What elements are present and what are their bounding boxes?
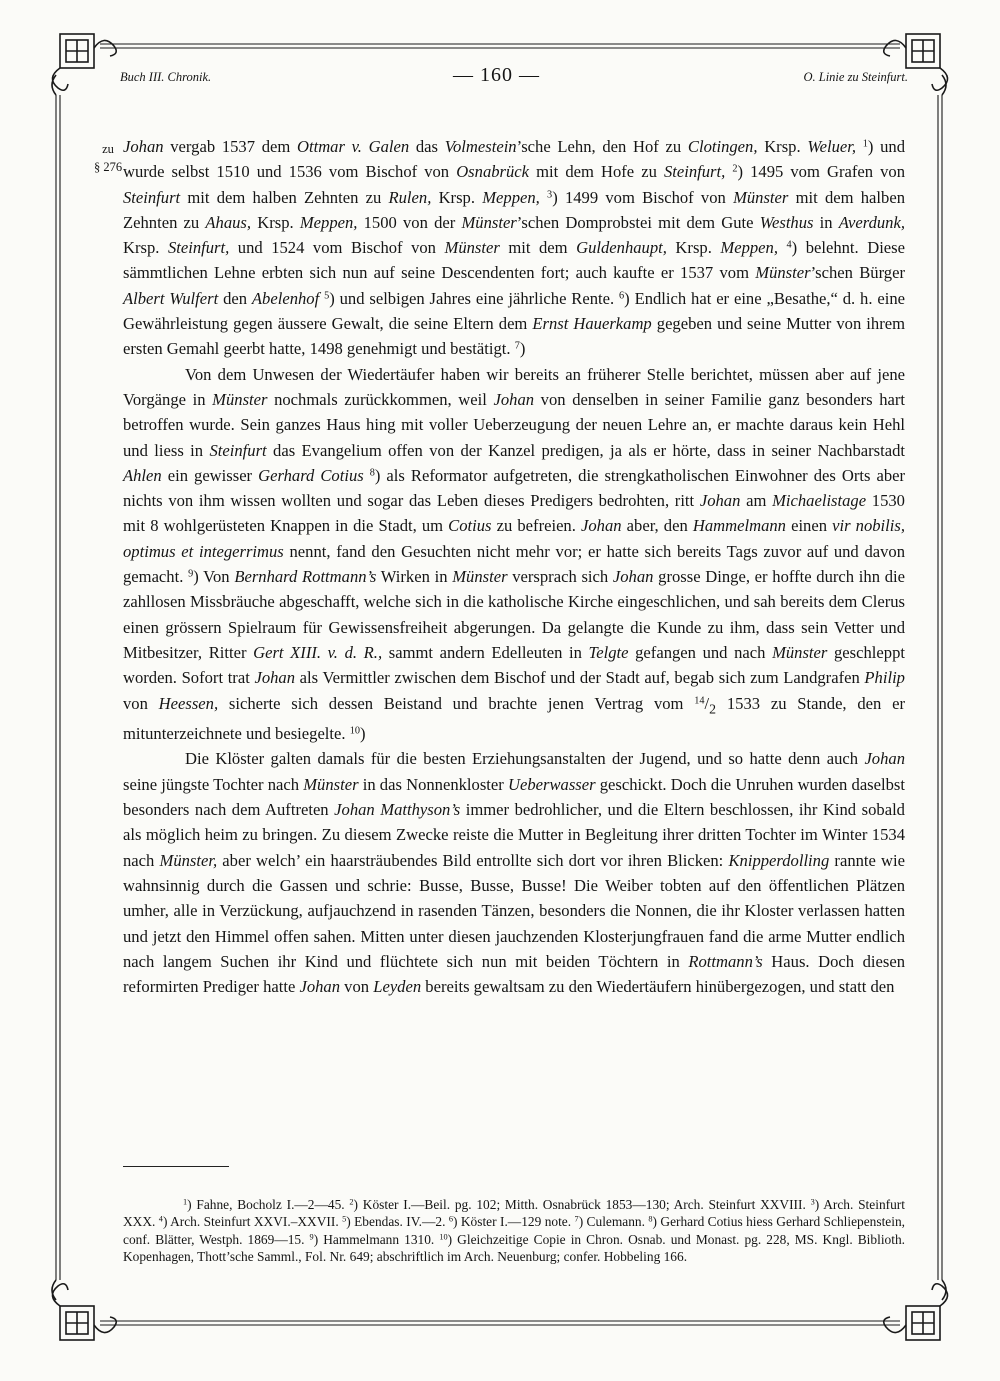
- corner-ornament-top-left: [52, 34, 116, 95]
- paragraph-1: Johan vergab 1537 dem Ottmar v. Galen das Volmestein’sche Lehn, den Hof zu Clotingen, Krsp. Weluer, $^1$) und wurde selbst 1510 und 1536 vom Bischof von Osnabrück mit dem Hofe zu Steinfurt, $^2$) 1495 vom Grafen von Steinfurt mit dem halben Zehnten zu Rulen, Krsp. Meppen, $^3$) 1499 vom Bischof von Münster mit dem halben Zehnten zu Ahaus, Krsp. Meppen, 1500 von der Münster’schen Domprobstei mit dem Gute Westhus in Averdunk, Krsp. Steinfurt, und 1524 vom Bischof von Münster mit dem Guldenhaupt, Krsp. Meppen, $^4$) belehnt. Diese sämmtlichen Lehne erbten sich nun auf seine Descendenten fort; auch kaufte er 1537 vom Münster’schen Bürger Albert Wulfert den Abelenhof $^5$) und selbigen Jahres eine jährliche Rente. $^6$) Endlich hat er eine „Besathe,“ d. h. eine Gewährleistung gegen äussere Gewalt, die seine Eltern dem Ernst Hauerkamp gegeben und seine Mutter von ihrem ersten Gemahl geerbt hatte, 1498 genehmigt und bestätigt. $^7$): [123, 137, 906, 359]
- running-header: [120, 64, 908, 92]
- paragraph-2: Von dem Unwesen der Wiedertäufer haben wir bereits an früherer Stelle berichtet, müssen aber auf jene Vorgänge in Münster nochmals zurückkommen, weil Johan von denselben in seiner Familie ganz besonders hart betroffen wurde. Sein ganzes Haus hing mit voller Ueberzeugung der neuen Lehre an, er machte daraus kein Hehl und liess in Steinfurt das Evangelium offen von der Kanzel predigen, ja als er hörte, dass in seiner Nachbarstadt Ahlen ein gewisser Gerhard Cotius $^8$) als Reformator aufgetreten, die strengkatholischen Einwohner des Orts aber nichts von ihm wissen wollten und sogar das Leben dieses Predigers bedrohten, ritt Johan am Michaelistage 1530 mit 8 wohlgerüsteten Knappen in die Stadt, um Cotius zu befreien. Johan aber, den Hammelmann einen vir nobilis, optimus et integerrimus nennt, fand den Gesuchten nicht mehr vor; er hatte sich bereits Tags zuvor auf und davon gemacht. $^9$) Von Bernhard Rottmann’s Wirken in Münster versprach sich Johan grosse Dinge, er hoffte durch ihn die zahllosen Missbräuche abgeschafft, welche sich in die katholische Kirche eingeschlichen, und sah bereits dem Clerus einen grössern Spielraum für Gewissensfreiheit abgerungen. Da gelangte die Kunde zu ihm, dass sein Vetter und Mitbesitzer, Ritter Gert XIII. v. d. R., sammt andern Edelleuten in Telgte gefangen und nach Münster geschleppt worden. Sofort trat Johan als Vermittler zwischen dem Bischof und der Stadt auf, begab sich zum Landgrafen Philip von Heessen, sicherte sich dessen Beistand und brachte jenen Vertrag vom $^{14}/_2$ 1533 zu Stande, den er mitunterzeichnete und besiegelte. $^{10}$): [123, 364, 906, 744]
- margin-reference-line2: § 276: [93, 160, 123, 174]
- corner-ornament-bottom-left: [52, 1280, 116, 1340]
- paragraph-3: Die Klöster galten damals für die besten Erziehungsanstalten der Jugend, und so hatte denn auch Johan seine jüngste Tochter nach Münster in das Nonnenkloster Ueberwasser geschickt. Doch die Unruhen wurden daselbst besonders nach dem Auftreten Johan Matthyson’s immer bedrohlicher, und die Eltern beschlossen, ihr Kind sobald als möglich heim zu bringen. Zu diesem Zwecke reiste die Mutter in Begleitung ihrer dritten Tochter im Winter 1534 nach Münster, aber welch’ ein haarsträubendes Bild entrollte sich dort vor ihren Blicken: Knipperdolling rannte wie wahnsinnig durch die Gassen und schrie: Busse, Busse, Busse! Die Weiber tobten auf den öffentlichen Plätzen umher, alle in Verzückung, aufjauchzend in rasenden Tänzen, besonders die Nonnen, die ihr Kloster verlassen hatten und jetzt den Himmel offen sahen. Mitten unter diesen jauchzenden Klosterjungfrauen fand die arme Mutter endlich nach langem Suchen ihr Kind und flüchtete sich nun mit beiden Töchtern in Rottmann’s Haus. Doch diesen reformirten Prediger hatte Johan von Leyden bereits gewaltsam zu den Wiedertäufern hinübergezogen, und statt den: [123, 749, 906, 997]
- main-text: [123, 134, 905, 999]
- footnote-rule: [123, 1166, 229, 1167]
- margin-reference-line1: zu: [102, 142, 114, 156]
- footnotes: [123, 1196, 905, 1266]
- footnote-block: $^1$) Fahne, Bocholz I.—2—45. $^2$) Köster I.—Beil. pg. 102; Mitth. Osnabrück 1853—130; Arch. Steinfurt XXVIII. $^3$) Arch. Steinfurt XXX. $^4$) Arch. Steinfurt XXVI.–XXVII. $^5$) Ebendas. IV.—2. $^6$) Köster I.—129 note. $^7$) Culemann. $^8$) Gerhard Cotius hiess Gerhard Schliepenstein, conf. Blätter, Westph. 1869—15. $^9$) Hammelmann 1310. $^{10}$) Gleichzeitige Copie in Chron. Osnab. und Monast. pg. 228, MS. Kngl. Biblioth. Kopenhagen, Thott’sche Samml., Fol. Nr. 649; abschriftlich im Arch. Neuenburg; confer. Hobbeling 166.: [123, 1197, 905, 1265]
- header-section-title: O. Linie zu Steinfurt.: [803, 70, 908, 84]
- header-book-title: Buch III. Chronik.: [120, 70, 212, 84]
- page-number: — 160 —: [453, 64, 540, 86]
- margin-reference: [93, 140, 123, 176]
- corner-ornament-bottom-right: [884, 1280, 948, 1340]
